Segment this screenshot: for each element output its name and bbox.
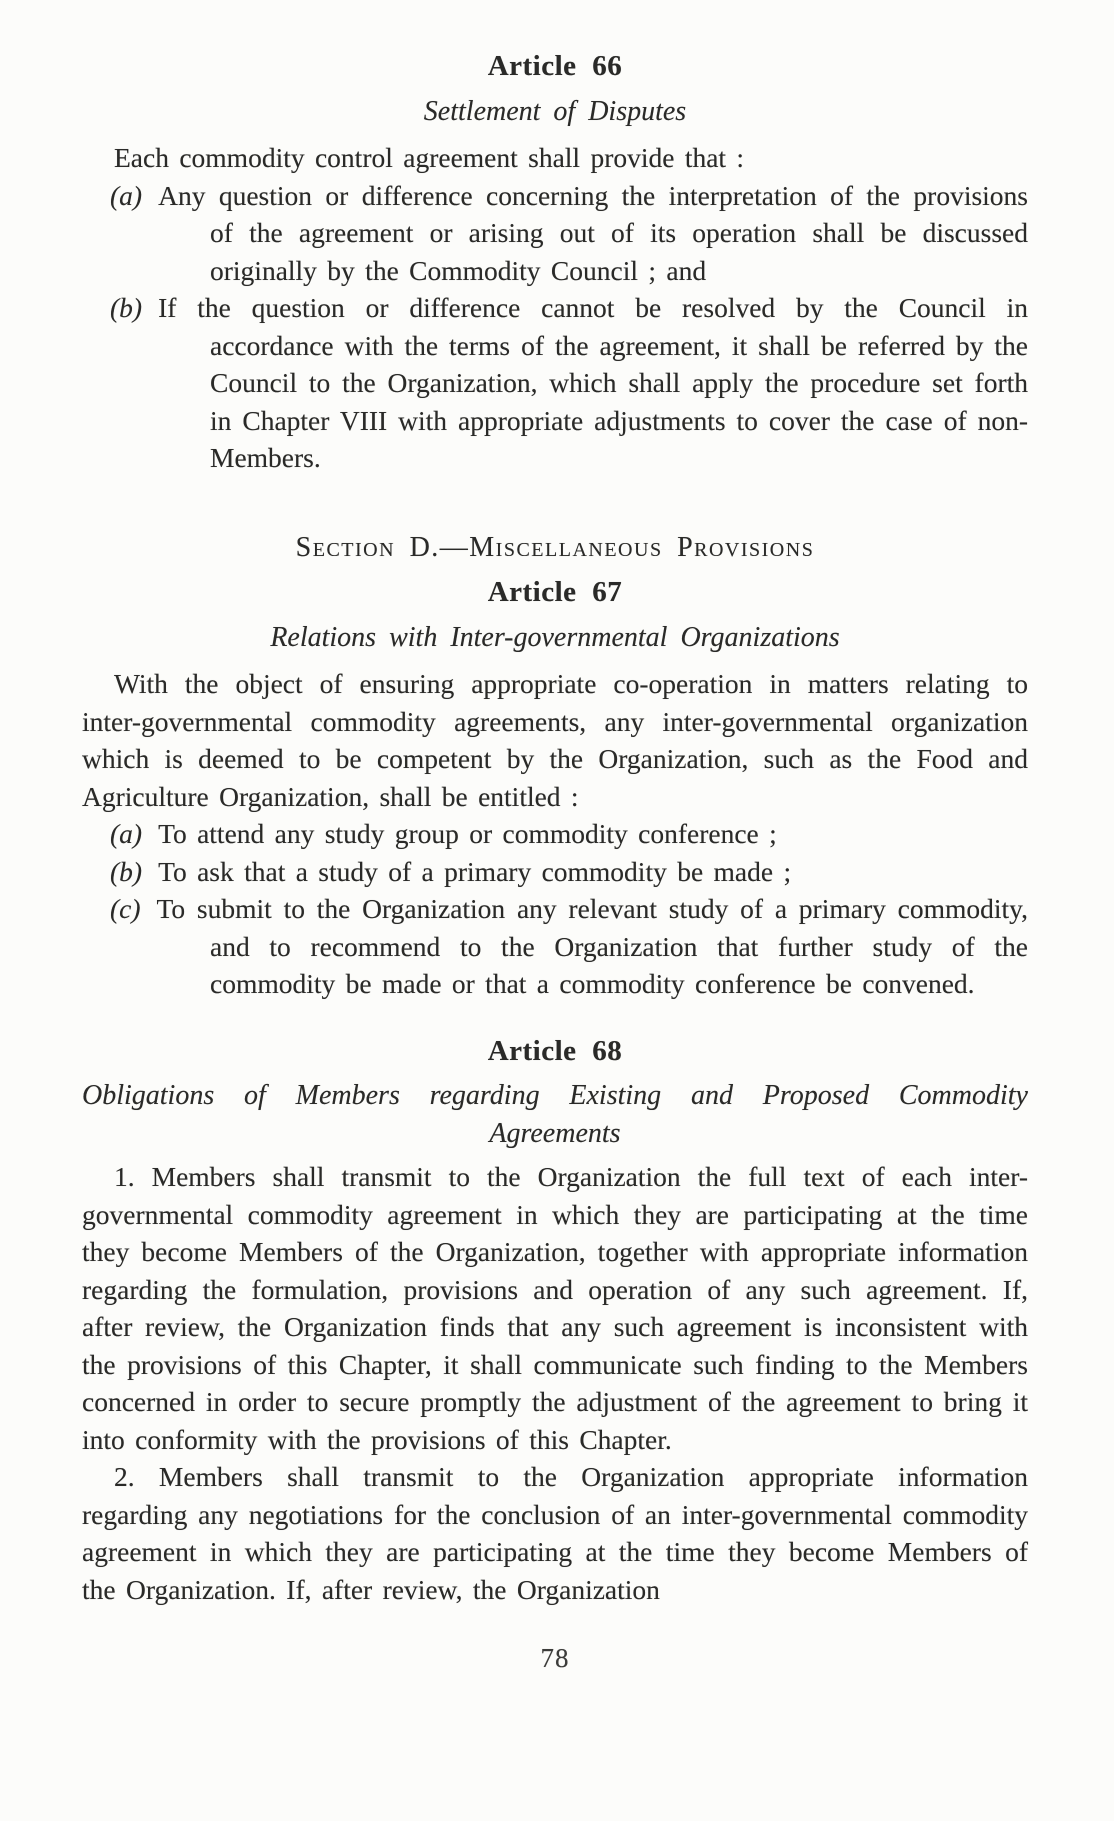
article-68-section <box>82 1033 1028 1609</box>
item-b-marker: (b) <box>110 855 143 887</box>
article-67-item-b <box>82 853 1028 891</box>
article-68-title: Article 68 <box>487 1034 623 1067</box>
item-c-marker: (c) <box>110 893 141 924</box>
item-a-marker: (a) <box>110 818 143 849</box>
article-67-item-a <box>82 815 1028 853</box>
article-67-item-c <box>82 890 1028 1003</box>
item-b-marker: (b) <box>110 292 143 323</box>
item-b-text: To ask that a study of a primary commodity be made ; <box>158 855 792 887</box>
article-67-title: Article 67 <box>487 576 623 608</box>
article-66-title: Article 66 <box>487 50 623 82</box>
article-68-paragraph-2: 2. Members shall transmit to the Organization appropriate information regarding any negotiations for the conclusion of an inter-governmental commodity agreement in which they are participating at the time they become Members of the Organization. If, after review, the Organization <box>82 1461 1028 1605</box>
item-a-text: Any question or difference concerning the interpretation of the provisions of the agreement or arising out of its operation shall be discussed originally by the Commodity Council ; and <box>158 179 1028 286</box>
article-66-item-a <box>82 177 1028 290</box>
page-number: 78 <box>540 1643 570 1673</box>
section-gap <box>82 477 1028 529</box>
article-66-intro: Each commodity control agreement shall provide that : <box>114 142 745 173</box>
article-66-section <box>82 48 1028 477</box>
section-gap <box>82 1003 1028 1033</box>
article-67-intro: With the object of ensuring appropriate co-operation in matters relating to inter-governmental commodity agreements, any inter-governmental organization which is deemed to be competent by the Organization, such as the Food and Agriculture Organization, shall be entitled : <box>82 668 1028 812</box>
item-b-text: If the question or difference cannot be resolved by the Council in accordance with the terms of the agreement, it shall be referred by the Council to the Organization, which shall apply the procedure set forth in Chapter VIII with appropriate adjustments to cover the case of non-Members. <box>158 292 1028 473</box>
article-68-subtitle: Obligations of Members regarding Existing and Proposed Commodity Agreements <box>82 1080 1028 1149</box>
section-d-heading: Section D.—Miscellaneous Provisions <box>295 531 815 563</box>
article-67-section <box>82 529 1028 1003</box>
article-66-item-b <box>82 289 1028 477</box>
item-c-text: To submit to the Organization any relevant study of a primary commodity, and to recommend to the Organization that further study of the commodity be made or that a commodity conference be convened. <box>156 893 1028 999</box>
article-68-paragraph-1: 1. Members shall transmit to the Organization the full text of each inter-governmental commodity agreement in which they are participating at the time they become Members of the Organization, together with appropriate information regarding the formulation, provisions and operation of any such agreement. If, after review, the Organization finds that any such agreement is inconsistent with the provisions of this Chapter, it shall communicate such finding to the Members concerned in order to secure promptly the adjustment of the agreement to bring it into conformity with the provisions of this Chapter. <box>82 1161 1028 1455</box>
article-66-subtitle: Settlement of Disputes <box>423 95 687 127</box>
article-67-subtitle: Relations with Inter-governmental Organizations <box>270 621 840 653</box>
item-a-marker: (a) <box>110 179 143 211</box>
item-a-text: To attend any study group or commodity conference ; <box>158 818 777 849</box>
